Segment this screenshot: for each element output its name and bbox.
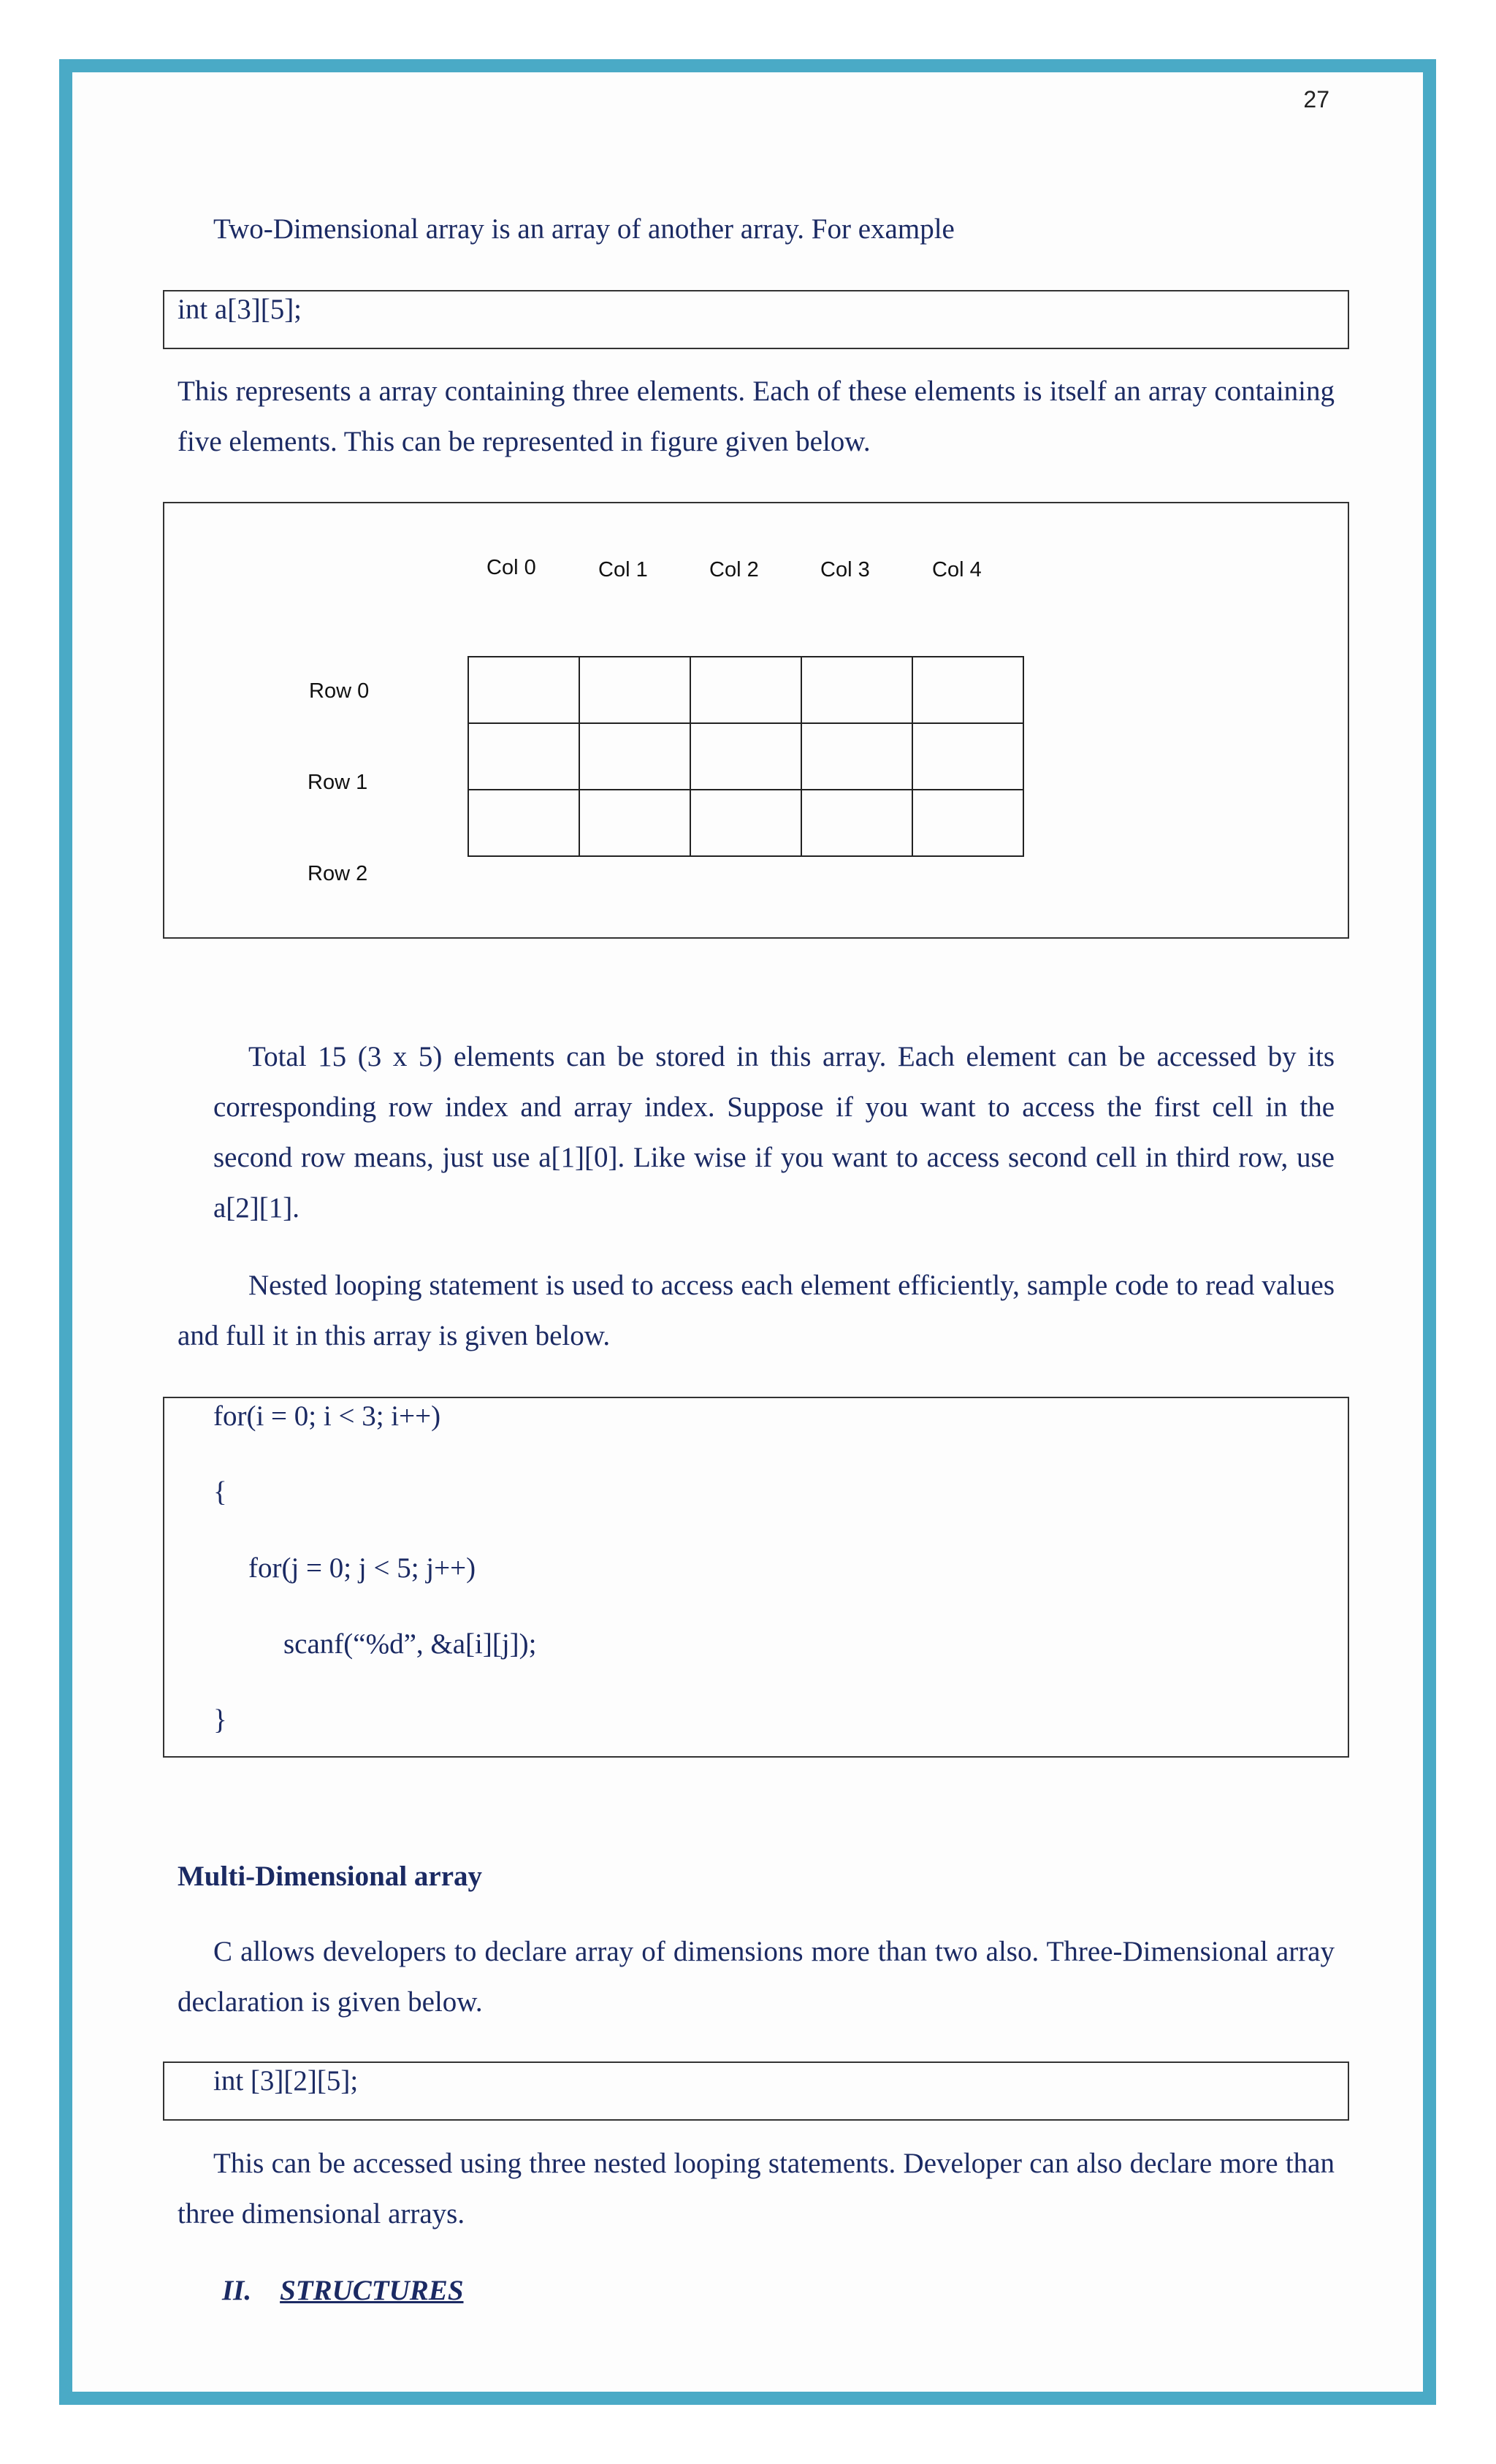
grid-cell	[468, 789, 580, 857]
multi-dimensional-heading: Multi-Dimensional array	[178, 1861, 483, 1892]
section-numeral: II.	[222, 2275, 252, 2306]
declaration-2d-code: int a[3][5];	[178, 294, 302, 325]
code-line: scanf(“%d”, &a[i][j]);	[283, 1628, 537, 1660]
row-label-2: Row 2	[308, 862, 368, 885]
grid-cell	[579, 656, 691, 724]
code-line: for(i = 0; i < 3; i++)	[213, 1400, 441, 1432]
col-label-2: Col 2	[709, 558, 759, 581]
multi-paragraph: C allows developers to declare array of dimensions more than two also. Three-Dimensional array declaration is given below.	[178, 1936, 1335, 2018]
grid-cell	[690, 656, 802, 724]
col-label-4: Col 4	[932, 558, 982, 581]
section-heading	[222, 2265, 806, 2316]
code-line: for(j = 0; j < 5; j++)	[248, 1552, 476, 1584]
grid-cell	[801, 722, 913, 790]
section-title: STRUCTURES	[280, 2275, 464, 2306]
code-line: {	[213, 1476, 227, 1508]
total-paragraph: Total 15 (3 x 5) elements can be stored in this array. Each element can be accessed by its corresponding row index and array index. Suppose if you want to access the first cell in the second row means, just use a[1][0]. Like wise if you want to access second cell in third row, use a[2][1].	[213, 1041, 1335, 1224]
code-line: }	[213, 1704, 227, 1736]
row-label-0: Row 0	[309, 679, 370, 703]
nested-paragraph: Nested looping statement is used to access each element efficiently, sample code to read values and full it in this array is given below.	[178, 1270, 1335, 1351]
grid-cell	[468, 656, 580, 724]
grid-cell	[579, 789, 691, 857]
page-number: 27	[1303, 86, 1329, 112]
grid-cell	[912, 656, 1024, 724]
declaration-2d-box	[163, 290, 1349, 349]
array-figure	[163, 502, 1349, 939]
declaration-3d-code: int [3][2][5];	[213, 2065, 359, 2097]
three-nested-paragraph: This can be accessed using three nested looping statements. Developer can also declare more than three dimensional arrays.	[178, 2148, 1335, 2230]
grid-cell	[912, 722, 1024, 790]
grid-cell	[690, 722, 802, 790]
grid-cell	[468, 722, 580, 790]
col-label-1: Col 1	[598, 558, 648, 581]
grid-cell	[690, 789, 802, 857]
grid-cell	[801, 789, 913, 857]
grid-cell	[801, 656, 913, 724]
grid-cell	[579, 722, 691, 790]
col-label-3: Col 3	[820, 558, 870, 581]
grid-cell	[912, 789, 1024, 857]
represents-paragraph: This represents a array containing three elements. Each of these elements is itself an array containing five elements. This can be represented in figure given below.	[178, 375, 1335, 457]
intro-paragraph: Two-Dimensional array is an array of another array. For example	[213, 213, 955, 245]
col-label-0: Col 0	[486, 556, 536, 579]
row-label-1: Row 1	[308, 771, 368, 794]
